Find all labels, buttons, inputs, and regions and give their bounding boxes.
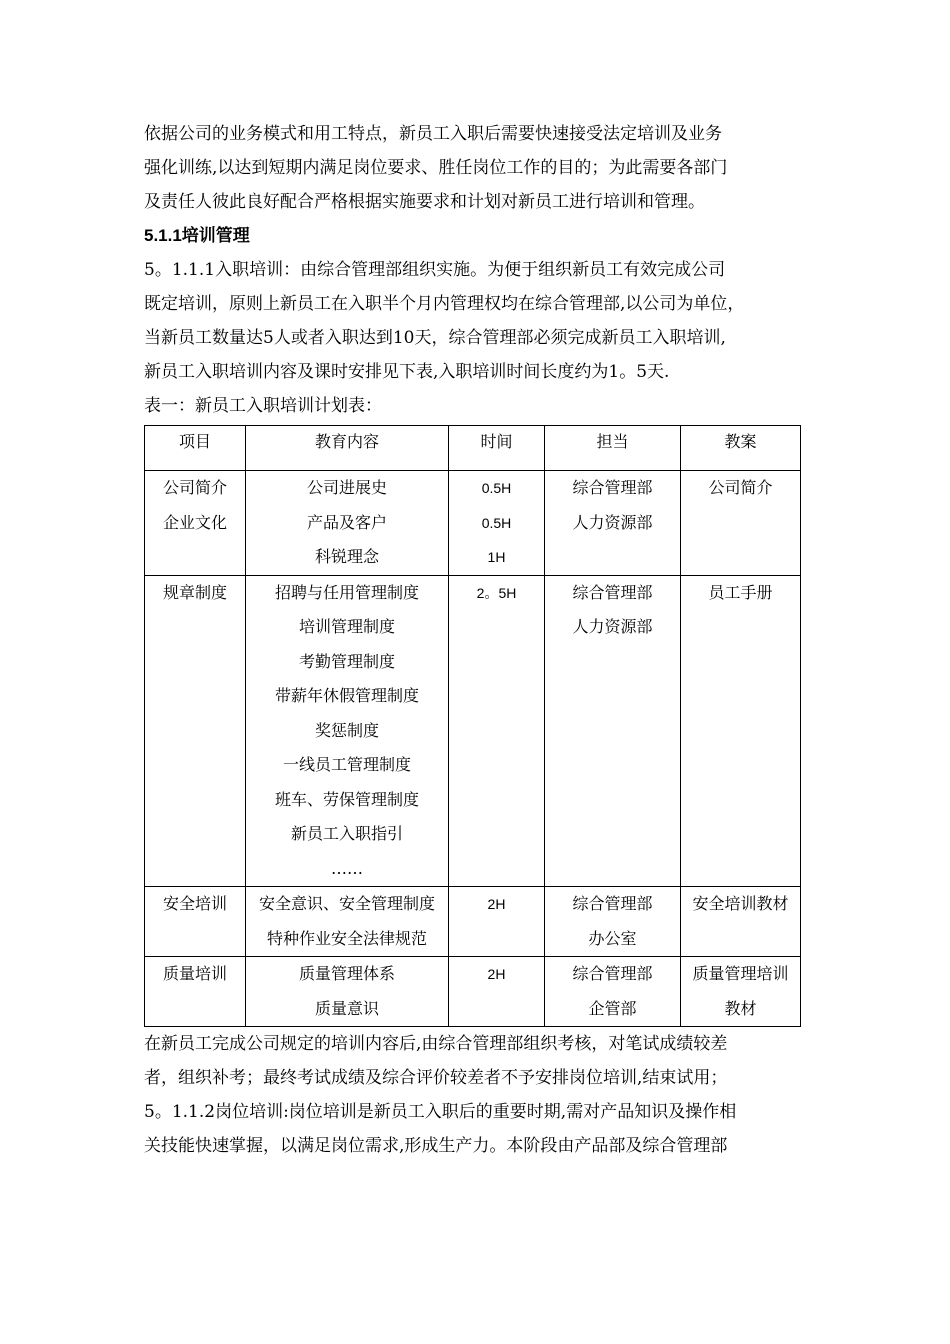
text-line: 及责任人彼此良好配合严格根据实施要求和计划对新员工进行培训和管理。 bbox=[144, 192, 705, 212]
text-line: 5。1.1.1入职培训：由综合管理部组织实施。为便于组织新员工有效完成公司 bbox=[144, 260, 726, 280]
training-plan-table bbox=[144, 425, 801, 1027]
cell-line: 企业文化 bbox=[162, 512, 227, 532]
cell-line: 质量管理体系 bbox=[298, 964, 395, 983]
cell-owner bbox=[545, 957, 681, 1027]
cell-item bbox=[145, 471, 246, 576]
cell-material bbox=[681, 471, 801, 576]
table-header-row bbox=[145, 426, 801, 471]
header-content: 教育内容 bbox=[246, 426, 449, 471]
cell-line: 综合管理部 bbox=[572, 894, 653, 913]
cell-line: 综合管理部 bbox=[572, 478, 653, 497]
cell-content bbox=[246, 471, 449, 576]
cell-time bbox=[449, 575, 545, 887]
cell-line: 员工手册 bbox=[708, 582, 773, 602]
cell-material bbox=[681, 575, 801, 887]
cell-line: 安全意识、安全管理制度 bbox=[258, 894, 435, 913]
intro-paragraph bbox=[144, 117, 808, 219]
onboarding-paragraph bbox=[144, 253, 808, 389]
cell-line: 0.5H bbox=[481, 514, 512, 531]
cell-line: 安全培训 bbox=[162, 894, 227, 913]
cell-line: 教材 bbox=[724, 998, 757, 1018]
assessment-paragraph bbox=[144, 1027, 808, 1163]
header-material: 教案 bbox=[681, 426, 801, 471]
section-heading: 5.1.1培训管理 bbox=[144, 226, 250, 245]
cell-owner bbox=[545, 471, 681, 576]
text-line: 依据公司的业务模式和用工特点，新员工入职后需要快速接受法定培训及业务 bbox=[144, 124, 722, 144]
cell-line: 综合管理部 bbox=[572, 582, 653, 602]
cell-line: 质量培训 bbox=[162, 964, 227, 983]
text-line: 在新员工完成公司规定的培训内容后,由综合管理部组织考核，对笔试成绩较差 bbox=[144, 1034, 728, 1054]
text-line: 既定培训，原则上新员工在入职半个月内管理权均在综合管理部,以公司为单位， bbox=[144, 294, 745, 314]
cell-line: 质量意识 bbox=[314, 998, 379, 1018]
cell-line: 带薪年休假管理制度 bbox=[274, 686, 419, 705]
cell-content bbox=[246, 887, 449, 957]
table-row bbox=[145, 887, 801, 957]
header-owner: 担当 bbox=[545, 426, 681, 471]
cell-line: 考勤管理制度 bbox=[298, 651, 395, 671]
cell-line: 质量管理培训 bbox=[692, 964, 789, 983]
cell-content bbox=[246, 957, 449, 1027]
cell-material bbox=[681, 887, 801, 957]
cell-line: 新员工入职指引 bbox=[290, 824, 403, 843]
cell-line: 企管部 bbox=[588, 998, 637, 1018]
text-line: 新员工入职培训内容及课时安排见下表,入职培训时间长度约为1。5天. bbox=[144, 362, 670, 382]
cell-content bbox=[246, 575, 449, 887]
cell-line: 一线员工管理制度 bbox=[282, 755, 411, 774]
table-row bbox=[145, 471, 801, 576]
cell-line: 规章制度 bbox=[162, 582, 227, 602]
header-item: 项目 bbox=[145, 426, 246, 471]
table-row bbox=[145, 957, 801, 1027]
cell-line: 1H bbox=[487, 549, 506, 565]
cell-line: 公司简介 bbox=[708, 478, 773, 497]
table-row bbox=[145, 575, 801, 887]
cell-time bbox=[449, 887, 545, 957]
text-line: 强化训练,以达到短期内满足岗位要求、胜任岗位工作的目的；为此需要各部门 bbox=[144, 158, 728, 178]
cell-line: 综合管理部 bbox=[572, 964, 653, 983]
cell-line: 特种作业安全法律规范 bbox=[266, 928, 427, 948]
cell-line: 办公室 bbox=[588, 928, 637, 948]
cell-line: 2。5H bbox=[476, 584, 517, 601]
cell-line: 招聘与任用管理制度 bbox=[274, 582, 419, 602]
cell-line: 人力资源部 bbox=[572, 512, 653, 532]
document-page bbox=[144, 117, 808, 1163]
cell-line: 班车、劳保管理制度 bbox=[274, 789, 419, 809]
cell-material bbox=[681, 957, 801, 1027]
cell-line: …… bbox=[331, 858, 363, 878]
text-line: 当新员工数量达5人或者入职达到10天，综合管理部必须完成新员工入职培训, bbox=[144, 328, 726, 348]
cell-item bbox=[145, 887, 246, 957]
text-line: 5。1.1.2岗位培训:岗位培训是新员工入职后的重要时期,需对产品知识及操作相 bbox=[144, 1102, 737, 1122]
cell-line: 安全培训教材 bbox=[692, 894, 789, 913]
text-line: 关技能快速掌握，以满足岗位需求,形成生产力。本阶段由产品部及综合管理部 bbox=[144, 1136, 728, 1156]
text-line: 者，组织补考；最终考试成绩及综合评价较差者不予安排岗位培训,结束试用； bbox=[144, 1068, 728, 1088]
cell-line: 公司简介 bbox=[162, 478, 227, 497]
cell-item bbox=[145, 957, 246, 1027]
cell-line: 公司进展史 bbox=[306, 478, 387, 497]
cell-line: 科锐理念 bbox=[314, 547, 379, 566]
cell-line: 2H bbox=[487, 896, 506, 912]
cell-time bbox=[449, 471, 545, 576]
cell-owner bbox=[545, 575, 681, 887]
cell-time bbox=[449, 957, 545, 1027]
header-time: 时间 bbox=[449, 426, 545, 471]
cell-line: 产品及客户 bbox=[306, 512, 387, 532]
cell-owner bbox=[545, 887, 681, 957]
cell-line: 2H bbox=[487, 966, 506, 982]
table-caption: 表一：新员工入职培训计划表： bbox=[144, 396, 382, 416]
cell-item bbox=[145, 575, 246, 887]
cell-line: 人力资源部 bbox=[572, 617, 653, 636]
cell-line: 0.5H bbox=[481, 480, 512, 496]
cell-line: 培训管理制度 bbox=[298, 617, 395, 636]
cell-line: 奖惩制度 bbox=[314, 720, 379, 740]
